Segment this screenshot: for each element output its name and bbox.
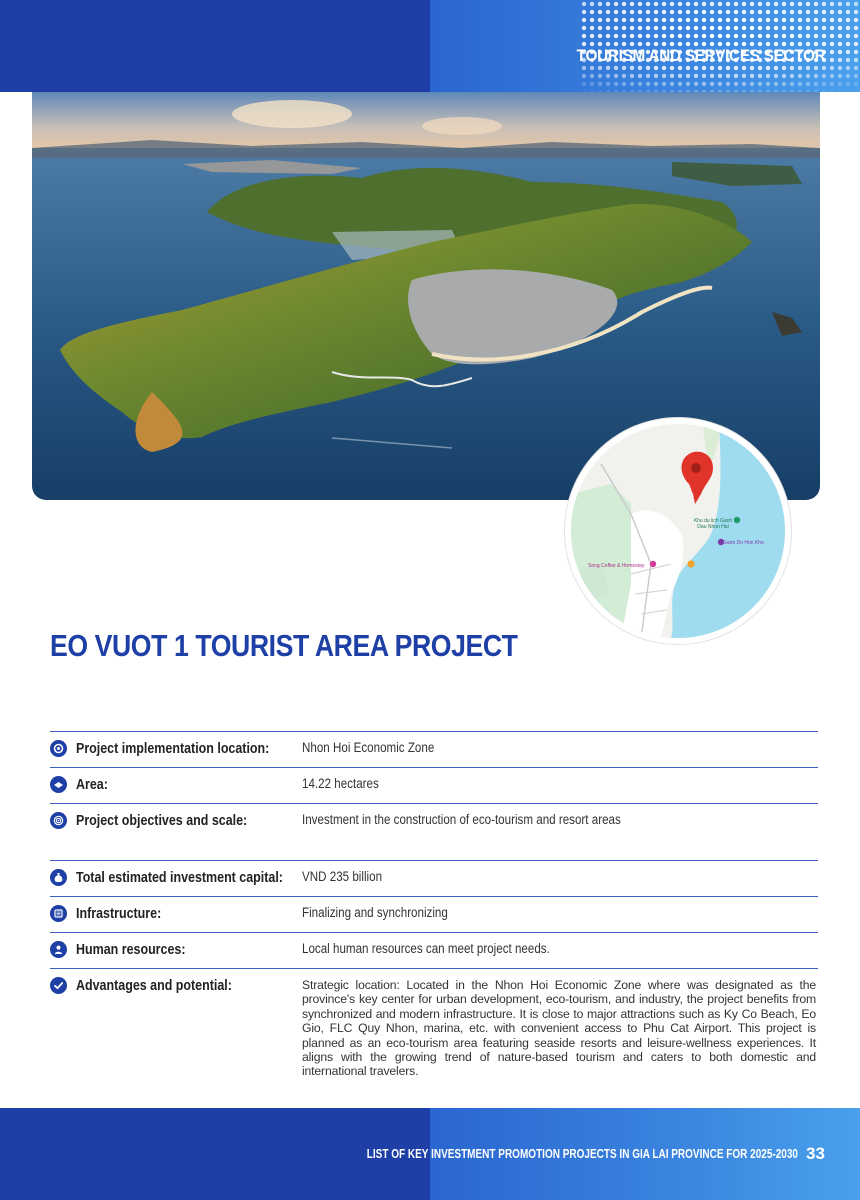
detail-label: Human resources: <box>76 942 186 958</box>
detail-label: Project objectives and scale: <box>76 813 248 829</box>
detail-value: Finalizing and synchronizing <box>302 905 448 920</box>
footer-band-left <box>0 1108 430 1200</box>
detail-label: Total estimated investment capital: <box>76 870 283 886</box>
detail-value: Nhon Hoi Economic Zone <box>302 740 435 755</box>
project-details-table <box>50 731 818 1089</box>
detail-value: VND 235 billion <box>302 869 383 884</box>
map-label-nhon-hai: Khu du lịch Ganh Dau Nhon Hai <box>693 518 733 530</box>
header-band-left <box>0 0 430 92</box>
location-map[interactable] <box>565 418 791 644</box>
detail-label: Advantages and potential: <box>76 978 232 994</box>
target-icon <box>50 812 67 829</box>
detail-label: Area: <box>76 777 108 793</box>
checkmark-icon <box>50 977 67 994</box>
page-number: 33 <box>806 1144 825 1163</box>
detail-value: Investment in the construction of eco-tourism and resort areas <box>302 812 621 827</box>
detail-row-location <box>50 731 818 767</box>
detail-value: 14.22 hectares <box>302 776 379 791</box>
infrastructure-icon <box>50 905 67 922</box>
detail-row-infrastructure <box>50 896 818 932</box>
detail-row-advantages <box>50 968 818 1089</box>
detail-row-human-resources <box>50 932 818 968</box>
person-icon <box>50 941 67 958</box>
detail-value: Strategic location: Located in the Nhon Hoi Economic Zone where was designated as the province's key center for urban development, eco-tourism, and industry, the project benefits from synchronized and modern infrastructure. It is close to major attractions such as Ky Co Beach, Eo Gio, FLC Quy Nhon, marina, etc. with convenient access to Phu Cat Airport. This project is planned as an eco-tourism area featuring seaside resorts and leisure-wellness experiences. It aligns with the growing trend of nature-based tourism and caters to both domestic and international travelers. <box>302 978 816 1079</box>
project-title: EO VUOT 1 TOURIST AREA PROJECT <box>50 628 518 663</box>
detail-row-area <box>50 767 818 803</box>
detail-value: Local human resources can meet project needs. <box>302 941 550 956</box>
area-icon <box>50 776 67 793</box>
detail-row-objectives <box>50 803 818 860</box>
map-label-hon-kho: Ganh Do Hon Kho <box>723 540 764 546</box>
detail-row-capital <box>50 860 818 896</box>
sector-label: TOURISM AND SERVICES SECTOR <box>577 46 826 65</box>
map-label-song-coffee: Song Coffee & Homestay <box>588 563 645 569</box>
money-bag-icon <box>50 869 67 886</box>
detail-label: Project implementation location: <box>76 741 270 757</box>
footer-text: LIST OF KEY INVESTMENT PROMOTION PROJECTS IN GIA LAI PROVINCE FOR 2025-2030 <box>366 1147 798 1161</box>
location-pin-icon <box>50 740 67 757</box>
detail-label: Infrastructure: <box>76 906 162 922</box>
